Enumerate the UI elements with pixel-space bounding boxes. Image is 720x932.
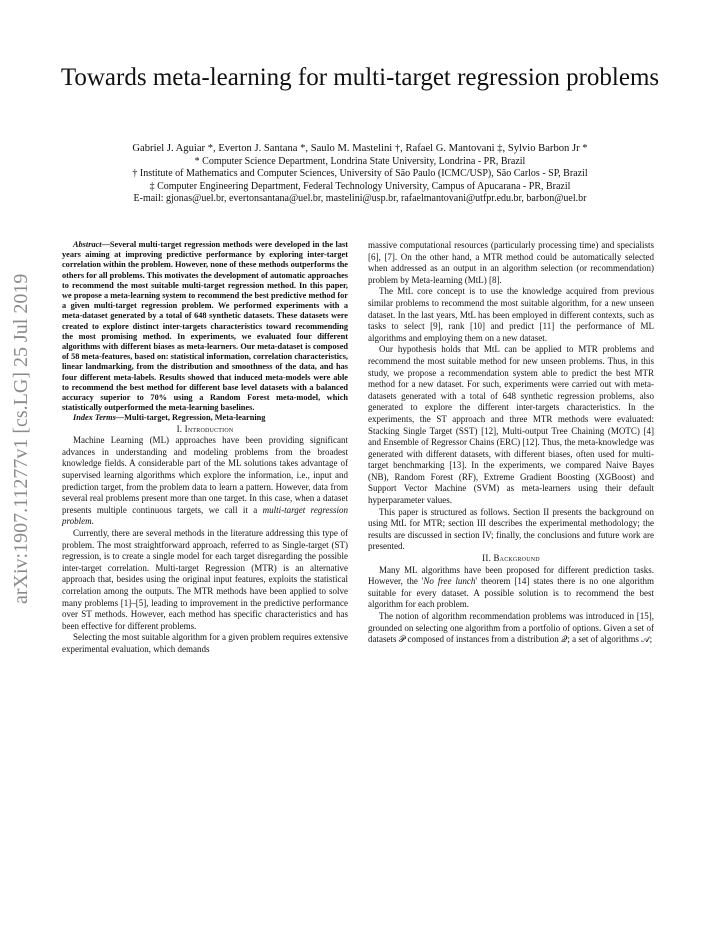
- nfl-emphasis: No free lunch: [423, 576, 476, 587]
- affiliation-2: † Institute of Mathematics and Computer Sciences, University of São Paulo (ICMC/USP), São Carlos - SP, Brazil: [132, 168, 588, 180]
- background-paragraph-1: Many ML algorithms have been proposed for different prediction tasks. However, the 'No free lunch' theorem [14] states there is no one algorithm suitable for every dataset. A possible solution is to recommend the best algorithm for each problem.: [368, 564, 655, 610]
- paper-title: Towards meta-learning for multi-target regression problems: [60, 64, 660, 91]
- abstract-text: —Several multi-target regression methods were developed in the last years aiming at improving predictive performance by exploring inter-target correlation within the problem. However, none of these methods outperforms the others for all problems. This motivates the development of automatic approaches to recommend the most suitable multi-target regression method. In this paper, we propose a meta-learning system to recommend the best predictive method for a given multi-target regression problem. We performed experiments with a meta-dataset generated by a total of 648 synthetic datasets. These datasets were created to explore distinct inter-targets characteristics toward recommending the most promising method. In experiments, we evaluated four different algorithms with different biases as meta-learners. Our meta-dataset is composed of 58 meta-features, based on: statistical information, correlation characteristics, linear landmarking, from the distribution and smoothness of the data, and has four different meta-labels. Results showed that induced meta-models were able to recommend the best method for different base level datasets with a balanced accuracy superior to 70% using a Random Forest meta-model, which statistically outperformed the meta-learning baselines.: [62, 240, 348, 413]
- section-heading-introduction: I. Introduction: [176, 423, 234, 434]
- left-column: [62, 240, 348, 656]
- intro-paragraph-7: This paper is structured as follows. Section II presents the background on using MtL for MTR; section III describes the experimental methodology; the results are discussed in section IV; finally, the conclusions and future work are presented.: [368, 506, 654, 552]
- intro-paragraph-2: Currently, there are several methods in the literature addressing this type of problem. The most straightforward approach, referred to as Single-target (ST) regression, is to create a single model for each target disregarding the possible inter-target correlation. Multi-target Regression (MTR) is an alternative approach that, besides using the original input features, exploits the statistical correlation among the outputs. The MTR methods have been applied to solve many problems [1]–[5], leading to improvement in the predictive performance over ST methods. However, each method has specific characteristics and has been effective for different problems.: [62, 528, 348, 631]
- affiliation-3: ‡ Computer Engineering Department, Federal Technology University, Campus of Apucarana - PR, Brazil: [149, 180, 571, 192]
- email-line: E-mail: gjonas@uel.br, evertonsantana@uel.br, mastelini@usp.br, rafaelmantovani@utfpr.edu.br, barbon@uel.br: [133, 193, 587, 205]
- abstract: [62, 240, 348, 413]
- intro-paragraph-5: The MtL core concept is to use the knowledge acquired from previous similar problems to recommend the most suitable algorithm, for a new unseen dataset. In the last years, MtL has been employed in different contexts, such as tasks to select [9], rank [10] and predict [11] the performance of ML algorithms and employing them on a new dataset.: [368, 286, 654, 343]
- section-heading-background: II. Background: [482, 553, 540, 564]
- author-block: [30, 142, 690, 206]
- intro-paragraph-1: Machine Learning (ML) approaches have been providing significant advances in understanding and modeling problems from the broadest knowledge fields. A considerable part of the ML solutions takes advantage of supervised learning algorithms which explore the information, i.e., input and prediction target, from the problem data to learn a pattern. However, data from several real problems present more than one target. In this case, when a dataset presents multiple continuous targets, we call it a multi-target regression problem.: [62, 435, 349, 527]
- intro-paragraph-3: Selecting the most suitable algorithm for a given problem requires extensive experimental evaluation, which demands: [62, 632, 348, 654]
- right-column: [368, 240, 654, 646]
- index-terms: [62, 413, 348, 423]
- intro-emphasis: multi-target regression problem: [62, 504, 349, 527]
- index-terms-label: Index Terms: [73, 413, 116, 423]
- affiliation-1: * Computer Science Department, Londrina State University, Londrina - PR, Brazil: [194, 156, 526, 167]
- authors: Gabriel J. Aguiar *, Everton J. Santana *, Saulo M. Mastelini †, Rafael G. Mantovani ‡, Sylvio Barbon Jr *: [132, 143, 588, 154]
- background-paragraph-2: The notion of algorithm recommendation problems was introduced in [15], grounded on selecting one algorithm from a portfolio of options. Given a set of datasets 𝒫 composed of instances from a distribution 𝒬; a set of algorithms 𝒜;: [368, 611, 654, 645]
- index-terms-text: —Multi-target, Regression, Meta-learning: [115, 413, 266, 423]
- intro-paragraph-6: Our hypothesis holds that MtL can be applied to MTR problems and recommend the most suitable method for new unseen problems. Thus, in this study, we propose a recommendation system able to predict the best MTR method for a new dataset. For such, experiments were carried out with meta-datasets generated with a total of 648 synthetic regression problems, also generated to explore the different inter-targets characteristics. In the experiments, the ST approach and three MTR methods were evaluated: Stacking Single Target (SST) [12], Multi-output Tree Chaining (MOTC) [4] and Ensemble of Regressor Chains (ERC) [12]. Thus, the meta-knowledge was generated with different datasets, with different biases, often used for multi-target benchmarking [13]. In the experiments, we compared Naive Bayes (NB), Random Forest (RF), Extreme Gradient Boosting (XGBoost) and Support Vector Machine (SVM) as meta-learners using their default hyperparameter values.: [368, 344, 654, 506]
- intro-paragraph-4: massive computational resources (particularly processing time) and specialists [6], [7]. On the other hand, a MTR method could be automatically selected when addressed as an output in an algorithm selection (or recommendation) problem by Meta-learning (MtL) [8].: [368, 240, 654, 285]
- abstract-label: Abstract: [73, 240, 102, 249]
- arxiv-stamp: arXiv:1907.11277v1 [cs.LG] 25 Jul 2019: [10, 273, 32, 604]
